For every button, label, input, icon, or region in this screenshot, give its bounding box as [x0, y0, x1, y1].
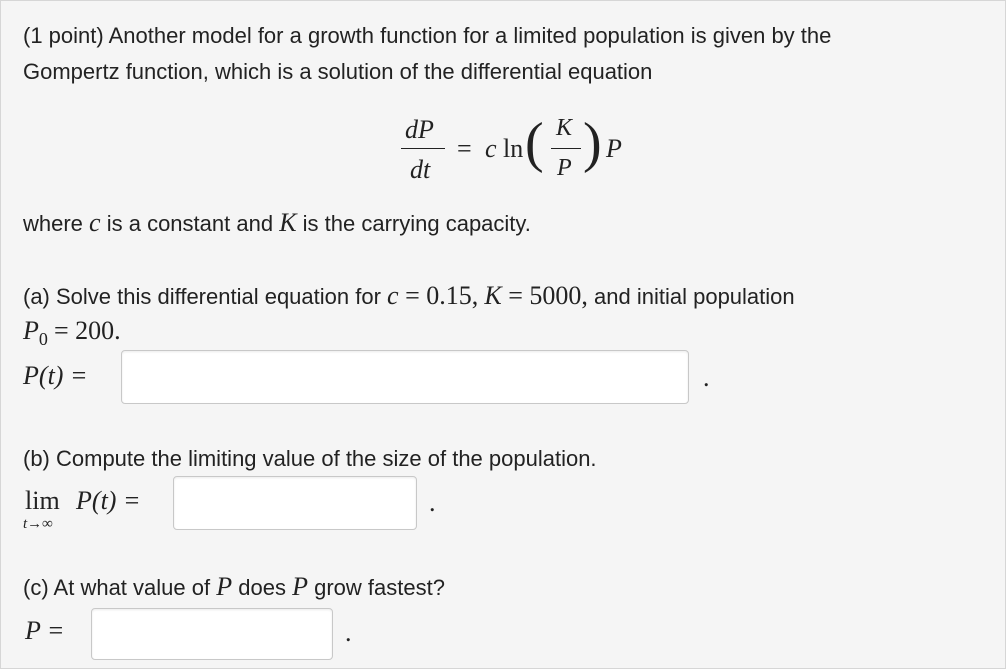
where-text-2: is a constant and — [106, 211, 274, 236]
part-c-p1: P — [216, 572, 233, 601]
intro-line-2: Gompertz function, which is a solution of the differential equation — [23, 59, 653, 84]
where-line — [23, 209, 531, 238]
lim-expr: P(t) = — [76, 486, 141, 515]
p0-label: P — [23, 316, 39, 345]
part-a-c-value: c = 0.15, — [387, 281, 479, 310]
part-c-answer-label — [25, 617, 64, 646]
p0-subscript: 0 — [38, 329, 48, 349]
where-text-1: where — [23, 211, 83, 236]
eq-numerator: dP — [405, 115, 434, 144]
eq-left-paren: ( — [525, 112, 544, 174]
lim-word: lim — [25, 486, 60, 515]
where-c: c — [89, 208, 101, 237]
intro-text-1: Another model for a growth function for a limited population is given by the — [108, 23, 832, 48]
part-c-text-2: does — [238, 575, 286, 600]
part-b-answer-input[interactable] — [173, 476, 417, 530]
p0-value: = 200. — [54, 316, 121, 345]
eq-fraction-line — [401, 148, 445, 149]
part-c-p2: P — [292, 572, 308, 601]
eq-ln: ln — [503, 134, 524, 163]
part-a-k-value: K = 5000, — [484, 281, 588, 310]
eq-inner-denominator: P — [557, 155, 572, 181]
part-b-question: (b) Compute the limiting value of the size of the population. — [23, 446, 597, 471]
part-a-answer-input[interactable] — [121, 350, 689, 404]
part-a-period: . — [703, 363, 710, 392]
eq-p: P — [606, 134, 622, 163]
eq-right-paren: ) — [583, 112, 602, 174]
part-c-answer-input[interactable] — [91, 608, 333, 660]
part-c-text-1: (c) At what value of — [23, 575, 211, 600]
intro-line-1 — [23, 22, 831, 50]
part-a-question — [23, 282, 795, 311]
p-eq-label: P = — [25, 616, 65, 645]
eq-inner-fraction-line — [551, 148, 581, 149]
pt-label: P(t) = — [23, 361, 88, 390]
where-text-3: is the carrying capacity. — [302, 211, 531, 236]
point-label: (1 point) — [23, 23, 104, 48]
part-c-text-3: grow fastest? — [314, 575, 445, 600]
eq-equals: = — [457, 134, 472, 163]
part-a-answer-label — [23, 362, 88, 391]
eq-c: c — [485, 134, 497, 163]
part-b-period: . — [429, 488, 436, 517]
eq-inner-numerator: K — [556, 115, 573, 141]
lim-subscript: t→∞ — [23, 516, 53, 532]
eq-denominator: dt — [410, 155, 431, 184]
part-c-period: . — [345, 618, 352, 647]
part-a-initial — [23, 317, 121, 347]
part-c-question — [23, 573, 445, 602]
where-k: K — [279, 208, 297, 237]
part-a-text-2: and initial population — [594, 284, 795, 309]
part-a-text-1: (a) Solve this differential equation for — [23, 284, 381, 309]
